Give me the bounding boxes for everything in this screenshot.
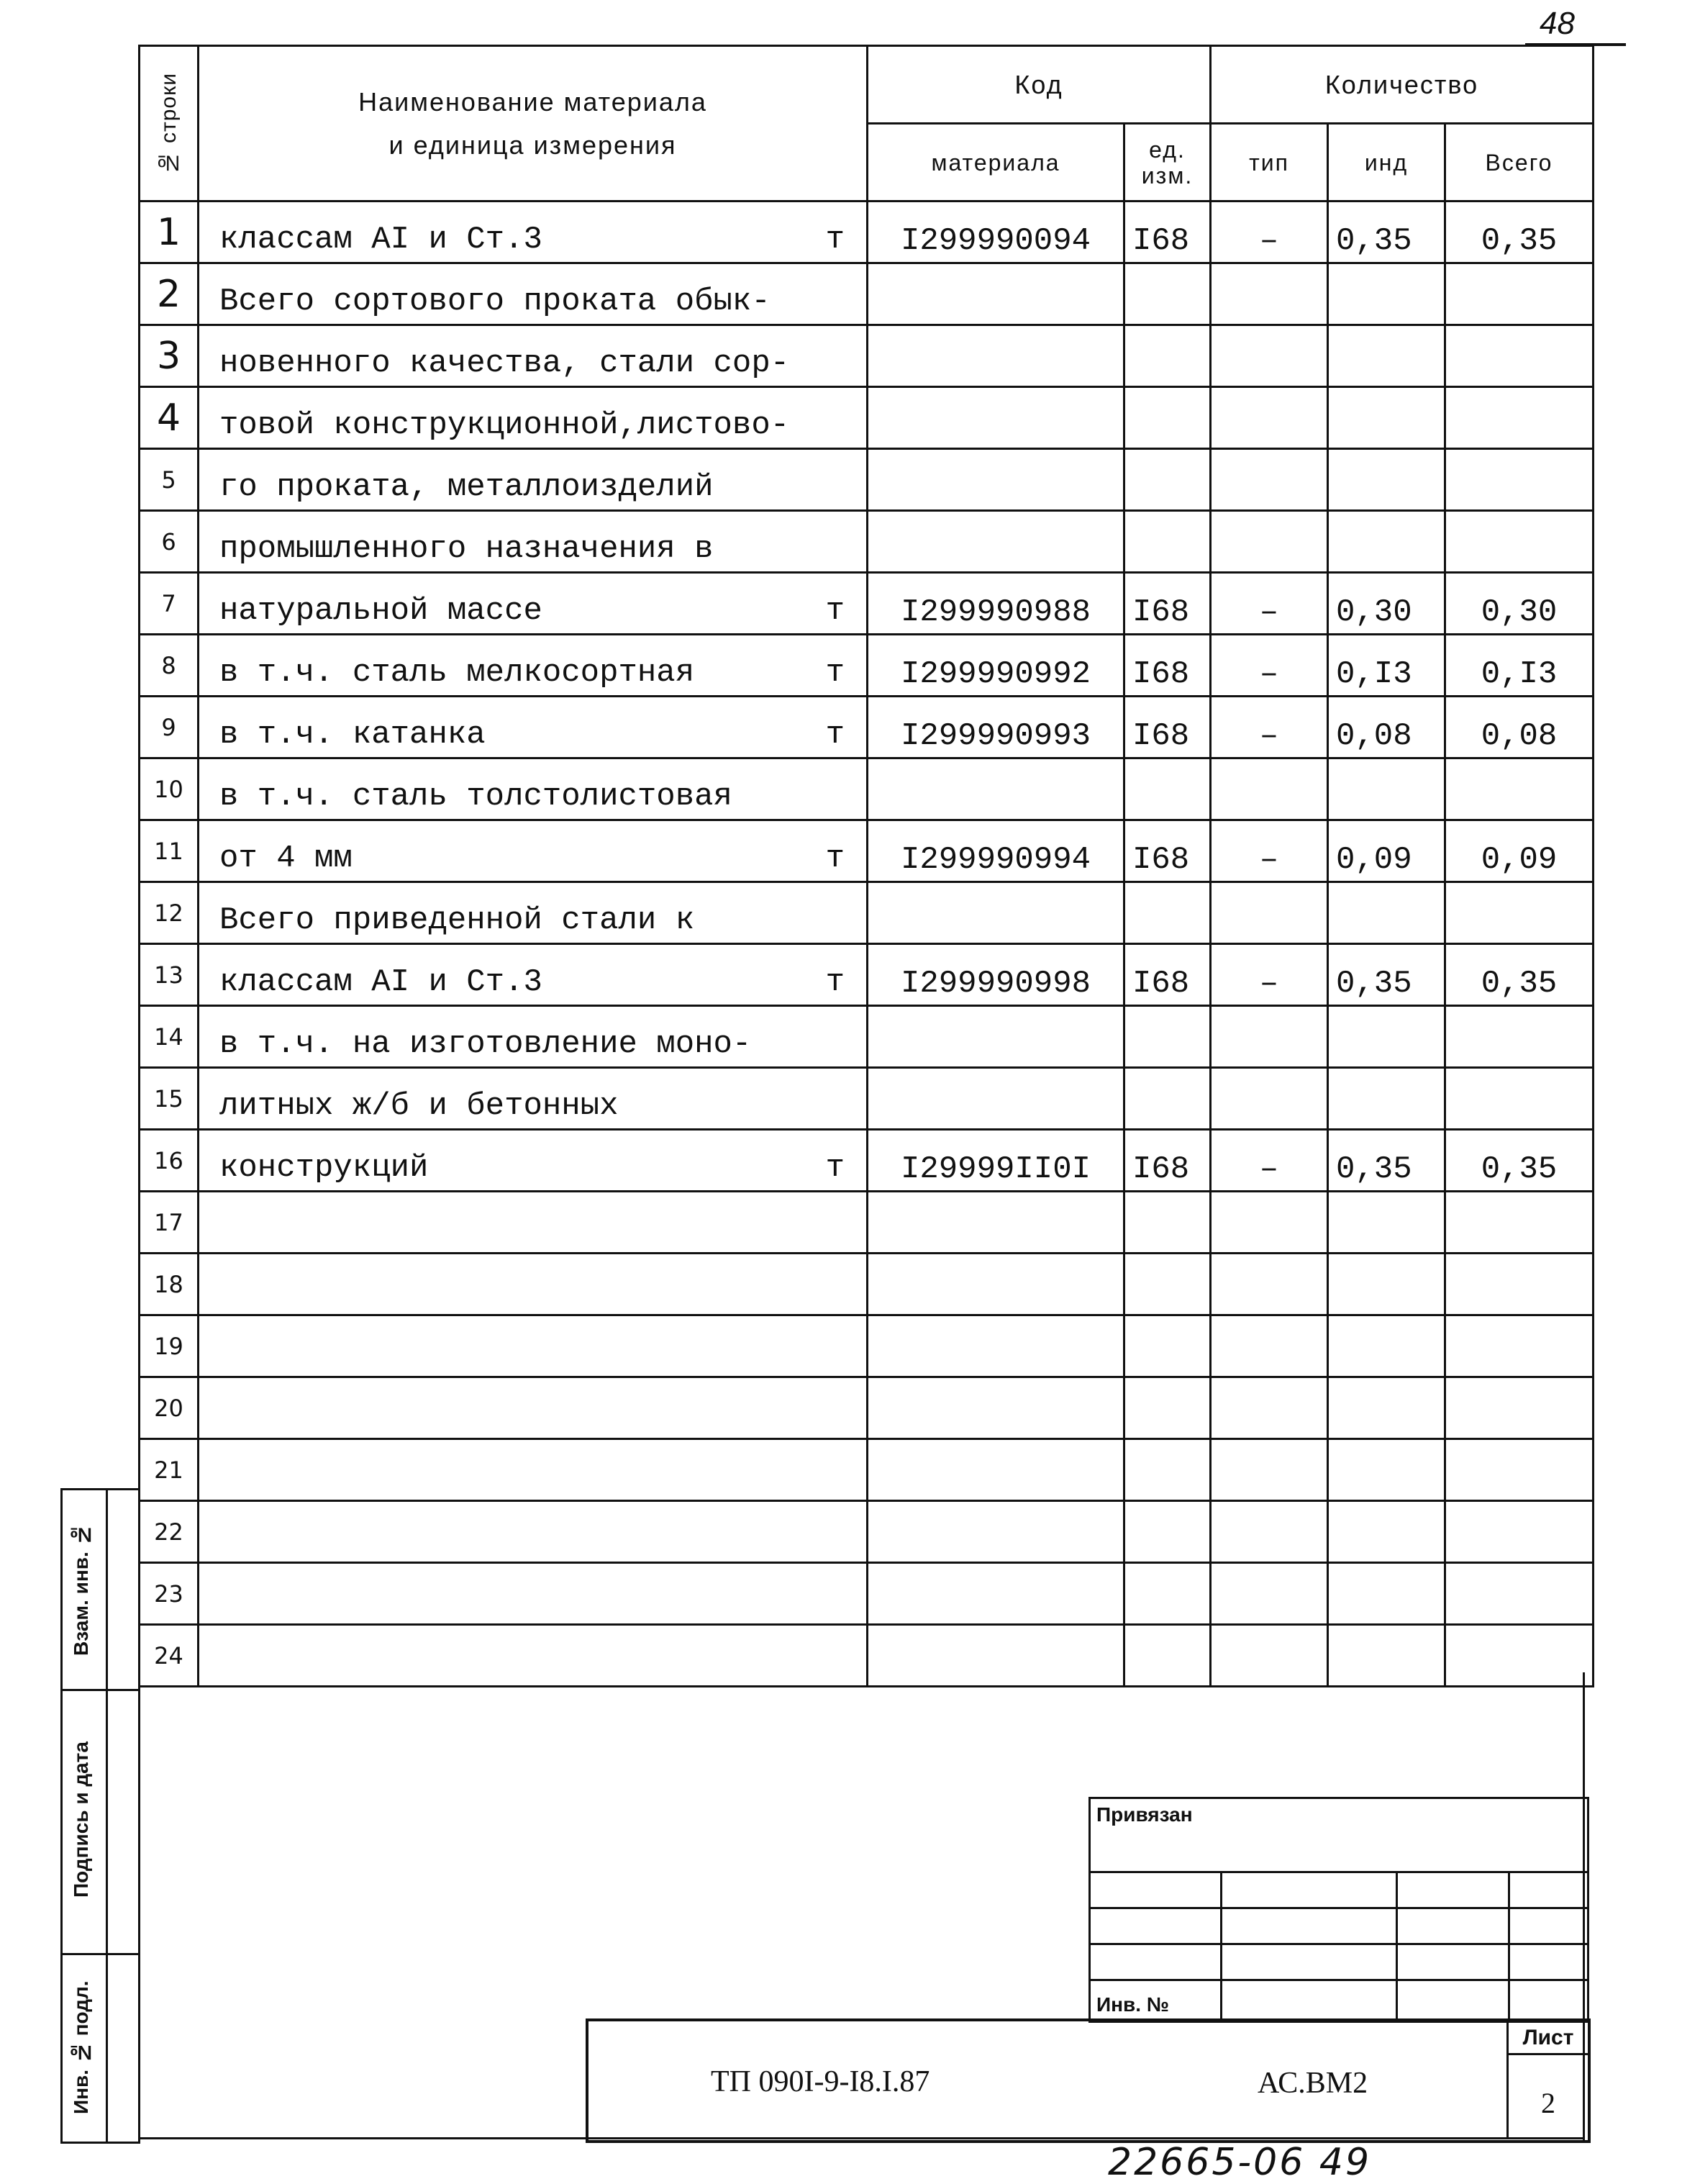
header-qty-ind: инд: [1328, 124, 1445, 201]
qty-total: 0,08: [1445, 697, 1594, 758]
table-row: [140, 697, 1594, 758]
material-name: в т.ч. на изготовление моно-: [219, 1026, 752, 1062]
unit-code: I68: [1124, 820, 1211, 882]
side-box-inv-podl-value: [104, 1953, 140, 2144]
material-code: I29999II0I: [868, 1130, 1124, 1192]
header-code-material: материала: [868, 124, 1124, 201]
material-name-cell: [199, 1625, 868, 1687]
header-name: [199, 46, 868, 201]
material-unit: т: [825, 840, 845, 876]
material-code: [868, 325, 1124, 387]
material-name-cell: [199, 573, 868, 635]
row-number: 15: [140, 1068, 199, 1130]
qty-total: 0,30: [1445, 573, 1594, 635]
row-number: 23: [140, 1563, 199, 1625]
unit-code: [1124, 511, 1211, 573]
qty-ind: [1328, 263, 1445, 325]
qty-total: [1445, 1006, 1594, 1068]
material-code: [868, 1439, 1124, 1501]
row-number: 21: [140, 1439, 199, 1501]
table-row: [140, 201, 1594, 263]
material-name-cell: [199, 944, 868, 1006]
unit-code: [1124, 1377, 1211, 1439]
material-code: I299990988: [868, 573, 1124, 635]
qty-type: [1211, 1254, 1328, 1315]
side-box-signature: [60, 1687, 108, 1955]
row-number: 13: [140, 944, 199, 1006]
material-code: [868, 758, 1124, 820]
table-row: [140, 1439, 1594, 1501]
material-name-cell: [199, 511, 868, 573]
unit-code: [1124, 325, 1211, 387]
table-row: [140, 449, 1594, 511]
qty-total: [1445, 1192, 1594, 1254]
frame-left-line: [138, 1672, 140, 2140]
table-row: [140, 573, 1594, 635]
header-row-no-label: № строки: [156, 72, 181, 175]
qty-total: [1445, 263, 1594, 325]
unit-code: [1124, 1006, 1211, 1068]
table-row: [140, 1006, 1594, 1068]
qty-total: [1445, 449, 1594, 511]
side-label-signature: Подпись и дата: [70, 1741, 92, 1898]
table-row: [140, 820, 1594, 882]
material-name-cell: [199, 635, 868, 697]
header-qty-type: тип: [1211, 124, 1328, 201]
material-code: [868, 1068, 1124, 1130]
qty-total: 0,35: [1445, 1130, 1594, 1192]
material-code: [868, 1006, 1124, 1068]
row-number: 4: [140, 387, 199, 449]
material-unit: т: [825, 964, 845, 1000]
binding-stamp-label: Привязан: [1096, 1803, 1193, 1826]
qty-ind: [1328, 758, 1445, 820]
specification-body: [140, 201, 1594, 1687]
material-name: натуральной массе: [219, 593, 542, 629]
binding-stamp-rule-4: [1091, 1979, 1587, 1981]
material-name-cell: [199, 1377, 868, 1439]
material-code: [868, 449, 1124, 511]
unit-code: [1124, 1625, 1211, 1687]
unit-code: I68: [1124, 635, 1211, 697]
qty-type: –: [1211, 201, 1328, 263]
binding-stamp-rule-1: [1091, 1871, 1587, 1873]
material-name-cell: [199, 1439, 868, 1501]
document-mark: АС.ВМ2: [1258, 2067, 1368, 2100]
table-row: [140, 387, 1594, 449]
row-number: 11: [140, 820, 199, 882]
qty-type: [1211, 263, 1328, 325]
material-code: [868, 1254, 1124, 1315]
qty-ind: 0,09: [1328, 820, 1445, 882]
unit-code: [1124, 1315, 1211, 1377]
qty-ind: [1328, 882, 1445, 944]
row-number: 12: [140, 882, 199, 944]
qty-type: [1211, 1006, 1328, 1068]
qty-total: [1445, 1625, 1594, 1687]
qty-ind: 0,35: [1328, 1130, 1445, 1192]
row-number: 5: [140, 449, 199, 511]
row-number: 16: [140, 1130, 199, 1192]
material-name-cell: [199, 1068, 868, 1130]
table-row: [140, 1192, 1594, 1254]
specification-table: [138, 45, 1594, 1687]
unit-code: [1124, 1068, 1211, 1130]
table-row: [140, 263, 1594, 325]
qty-type: [1211, 511, 1328, 573]
qty-ind: 0,35: [1328, 201, 1445, 263]
row-number: 7: [140, 573, 199, 635]
material-name: от 4 мм: [219, 840, 353, 876]
qty-ind: [1328, 1625, 1445, 1687]
material-code: I299990993: [868, 697, 1124, 758]
qty-total: [1445, 511, 1594, 573]
qty-ind: [1328, 1501, 1445, 1563]
row-number: 10: [140, 758, 199, 820]
qty-ind: 0,35: [1328, 944, 1445, 1006]
unit-code: I68: [1124, 697, 1211, 758]
side-box-inv-podl: [60, 1953, 108, 2144]
table-row: [140, 635, 1594, 697]
table-row: [140, 1563, 1594, 1625]
qty-ind: [1328, 325, 1445, 387]
qty-type: [1211, 1563, 1328, 1625]
row-number: 24: [140, 1625, 199, 1687]
binding-stamp-rule-2: [1091, 1907, 1587, 1909]
qty-ind: [1328, 1006, 1445, 1068]
material-name: конструкций: [219, 1150, 429, 1186]
qty-type: [1211, 1192, 1328, 1254]
qty-total: 0,09: [1445, 820, 1594, 882]
material-unit: т: [825, 593, 845, 629]
qty-ind: [1328, 1377, 1445, 1439]
material-name-cell: [199, 449, 868, 511]
binding-stamp-inv-label: Инв. №: [1096, 1993, 1170, 2016]
qty-type: [1211, 1377, 1328, 1439]
material-name-cell: [199, 387, 868, 449]
table-row: [140, 325, 1594, 387]
material-code: [868, 1192, 1124, 1254]
binding-stamp-rule-3: [1091, 1943, 1587, 1945]
material-name-cell: [199, 1192, 868, 1254]
qty-ind: [1328, 1068, 1445, 1130]
material-name: классам AI и Ст.3: [219, 222, 542, 258]
table-row: [140, 944, 1594, 1006]
binding-stamp-col-1: [1220, 1871, 1222, 2021]
material-code: [868, 1315, 1124, 1377]
qty-total: [1445, 1439, 1594, 1501]
material-name: литных ж/б и бетонных: [219, 1088, 619, 1124]
qty-ind: 0,30: [1328, 573, 1445, 635]
page-number: 48: [1540, 6, 1575, 41]
material-code: [868, 882, 1124, 944]
table-row: [140, 1068, 1594, 1130]
qty-total: [1445, 882, 1594, 944]
row-number: 3: [140, 325, 199, 387]
material-code: [868, 1563, 1124, 1625]
row-number: 19: [140, 1315, 199, 1377]
material-name: Всего сортового проката обык-: [219, 284, 771, 320]
material-name-cell: [199, 1006, 868, 1068]
qty-type: [1211, 1315, 1328, 1377]
table-row: [140, 1315, 1594, 1377]
qty-total: 0,I3: [1445, 635, 1594, 697]
material-code: [868, 387, 1124, 449]
qty-type: [1211, 882, 1328, 944]
material-name-cell: [199, 201, 868, 263]
row-number: 2: [140, 263, 199, 325]
material-code: [868, 1501, 1124, 1563]
material-code: I299990998: [868, 944, 1124, 1006]
unit-code: [1124, 882, 1211, 944]
qty-ind: 0,08: [1328, 697, 1445, 758]
row-number: 9: [140, 697, 199, 758]
material-name: в т.ч. сталь мелкосортная: [219, 655, 695, 691]
qty-ind: [1328, 1563, 1445, 1625]
material-name: в т.ч. сталь толстолистовая: [219, 779, 732, 815]
side-label-vzam-inv: Взам. инв. №: [70, 1523, 92, 1656]
header-qty-total: Всего: [1445, 124, 1594, 201]
row-number: 8: [140, 635, 199, 697]
row-number: 20: [140, 1377, 199, 1439]
unit-code: [1124, 1563, 1211, 1625]
qty-type: [1211, 325, 1328, 387]
unit-code: [1124, 1254, 1211, 1315]
unit-code: I68: [1124, 201, 1211, 263]
qty-total: [1445, 1377, 1594, 1439]
qty-type: –: [1211, 820, 1328, 882]
qty-ind: [1328, 511, 1445, 573]
footer-number: 22665-06 49: [1108, 2141, 1372, 2184]
material-name-cell: [199, 1315, 868, 1377]
table-row: [140, 1130, 1594, 1192]
qty-total: [1445, 1315, 1594, 1377]
sheet-number: 2: [1541, 2087, 1555, 2119]
material-name: промышленного назначения в: [219, 531, 714, 567]
header-code-unit-line1: ед.: [1149, 136, 1186, 163]
sheet-label: Лист: [1509, 2026, 1588, 2055]
qty-total: [1445, 1254, 1594, 1315]
qty-total: [1445, 325, 1594, 387]
unit-code: I68: [1124, 1130, 1211, 1192]
material-name-cell: [199, 1501, 868, 1563]
qty-type: [1211, 1439, 1328, 1501]
qty-ind: 0,I3: [1328, 635, 1445, 697]
unit-code: I68: [1124, 573, 1211, 635]
qty-type: [1211, 1501, 1328, 1563]
unit-code: [1124, 263, 1211, 325]
material-code: [868, 263, 1124, 325]
qty-type: –: [1211, 573, 1328, 635]
material-unit: т: [825, 655, 845, 691]
material-unit: т: [825, 717, 845, 753]
qty-type: [1211, 758, 1328, 820]
material-name-cell: [199, 263, 868, 325]
binding-stamp: [1088, 1797, 1589, 2023]
qty-type: –: [1211, 944, 1328, 1006]
qty-ind: [1328, 1192, 1445, 1254]
qty-total: 0,35: [1445, 201, 1594, 263]
material-name-cell: [199, 820, 868, 882]
row-number: 1: [140, 201, 199, 263]
qty-ind: [1328, 1254, 1445, 1315]
header-code-unit: [1124, 124, 1211, 201]
material-name-cell: [199, 758, 868, 820]
header-name-line2: и единица измерения: [388, 130, 677, 160]
header-name-line1: Наименование материала: [358, 86, 707, 117]
header-quantity: Количество: [1211, 46, 1594, 124]
qty-ind: [1328, 387, 1445, 449]
material-unit: т: [825, 222, 845, 258]
material-name: го проката, металлоизделий: [219, 469, 714, 505]
material-code: I299990992: [868, 635, 1124, 697]
table-row: [140, 882, 1594, 944]
qty-type: [1211, 387, 1328, 449]
material-name-cell: [199, 1254, 868, 1315]
unit-code: [1124, 1501, 1211, 1563]
material-name-cell: [199, 1563, 868, 1625]
side-box-vzam-inv: [60, 1488, 108, 1691]
unit-code: [1124, 1439, 1211, 1501]
qty-type: [1211, 449, 1328, 511]
header-row-no: [140, 46, 199, 201]
qty-type: –: [1211, 1130, 1328, 1192]
material-name-cell: [199, 882, 868, 944]
material-name: в т.ч. катанка: [219, 717, 486, 753]
qty-type: –: [1211, 697, 1328, 758]
material-name-cell: [199, 325, 868, 387]
qty-total: 0,35: [1445, 944, 1594, 1006]
material-name: новенного качества, стали сор-: [219, 345, 790, 381]
table-row: [140, 511, 1594, 573]
side-box-vzam-inv-value: [104, 1488, 140, 1691]
qty-total: [1445, 758, 1594, 820]
sheet-box: [1506, 2021, 1588, 2137]
qty-type: –: [1211, 635, 1328, 697]
unit-code: [1124, 387, 1211, 449]
qty-total: [1445, 387, 1594, 449]
material-code: I299990994: [868, 820, 1124, 882]
table-row: [140, 758, 1594, 820]
title-stamp: [586, 2018, 1591, 2143]
material-code: [868, 1625, 1124, 1687]
material-name-cell: [199, 697, 868, 758]
side-box-signature-value: [104, 1687, 140, 1955]
material-name: классам AI и Ст.3: [219, 964, 542, 1000]
unit-code: [1124, 449, 1211, 511]
unit-code: [1124, 1192, 1211, 1254]
row-number: 14: [140, 1006, 199, 1068]
qty-type: [1211, 1625, 1328, 1687]
binding-stamp-col-2: [1396, 1871, 1398, 2021]
qty-type: [1211, 1068, 1328, 1130]
row-number: 22: [140, 1501, 199, 1563]
qty-ind: [1328, 1315, 1445, 1377]
material-code: I299990094: [868, 201, 1124, 263]
unit-code: I68: [1124, 944, 1211, 1006]
material-name-cell: [199, 1130, 868, 1192]
material-unit: т: [825, 1150, 845, 1186]
qty-ind: [1328, 1439, 1445, 1501]
row-number: 6: [140, 511, 199, 573]
material-code: [868, 1377, 1124, 1439]
table-row: [140, 1254, 1594, 1315]
qty-total: [1445, 1501, 1594, 1563]
header-code-unit-line2: изм.: [1141, 162, 1194, 189]
table-row: [140, 1501, 1594, 1563]
table-row: [140, 1377, 1594, 1439]
qty-ind: [1328, 449, 1445, 511]
row-number: 18: [140, 1254, 199, 1315]
side-label-inv-podl: Инв. № подл.: [70, 1980, 92, 2114]
qty-total: [1445, 1068, 1594, 1130]
material-name: товой конструкционной,листово-: [219, 407, 790, 443]
unit-code: [1124, 758, 1211, 820]
document-code: ТП 090I-9-I8.I.87: [711, 2065, 930, 2098]
material-name: Всего приведенной стали к: [219, 902, 695, 938]
material-code: [868, 511, 1124, 573]
header-code: Код: [868, 46, 1211, 124]
binding-stamp-col-3: [1508, 1871, 1510, 2021]
row-number: 17: [140, 1192, 199, 1254]
table-row: [140, 1625, 1594, 1687]
qty-total: [1445, 1563, 1594, 1625]
